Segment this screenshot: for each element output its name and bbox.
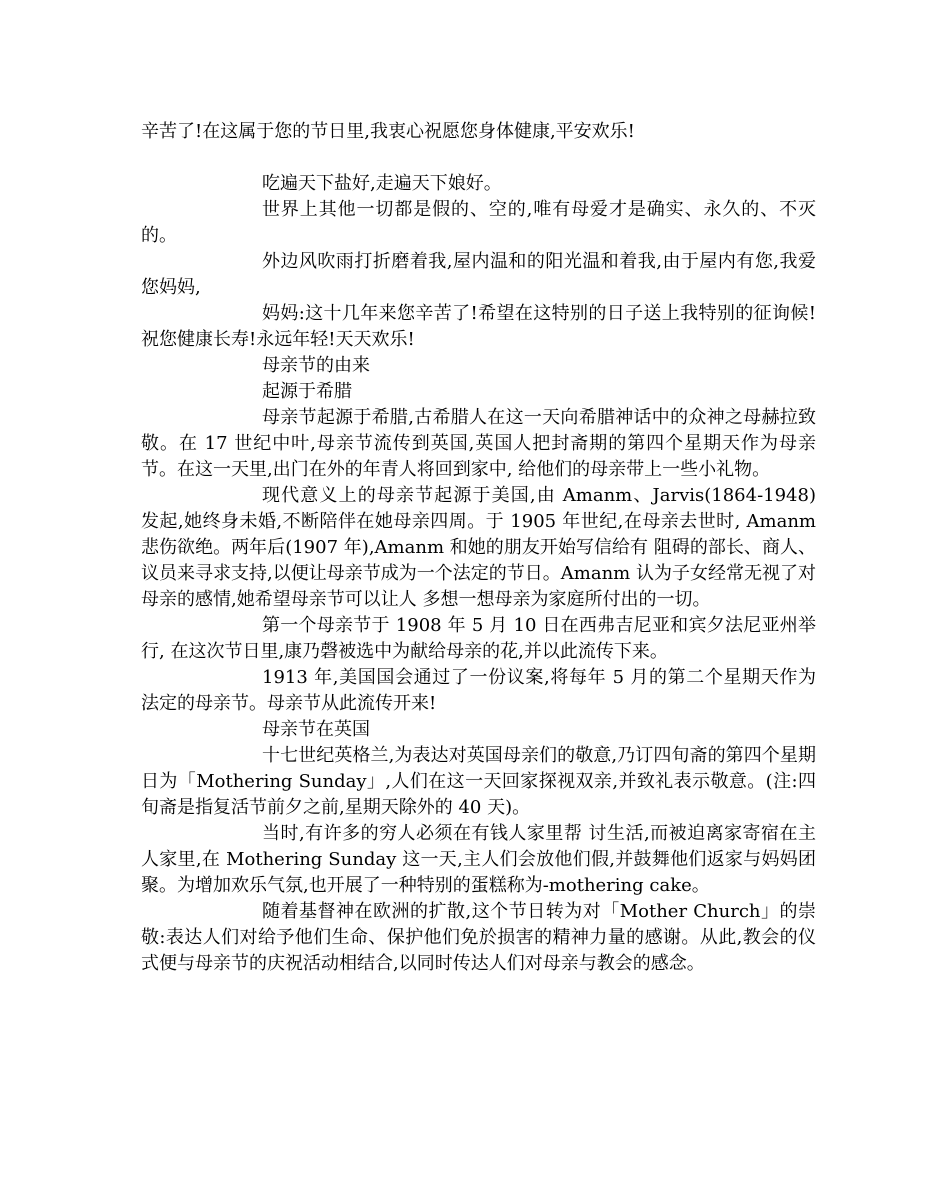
paragraph-mothering-sunday: 十七世纪英格兰,为表达对英国母亲们的敬意,乃订四旬斋的第四个星期日为「Mothering Sunday」,人们在这一天回家探视双亲,并致礼表示敬意。(注:四旬斋是指复活节前夕之前,星期天除外的 40 天)。 <box>141 745 816 818</box>
subheading-england: 母亲节在英国 <box>262 719 370 740</box>
paragraph-greece-origin: 母亲节起源于希腊,古希腊人在这一天向希腊神话中的众神之母赫拉致敬。在 17 世纪中叶,母亲节流传到英国,英国人把封斋期的第四个星期天作为母亲节。在这一天里,出门在外的年青人将回到家中, 给他们的母亲带上一些小礼物。 <box>141 407 816 480</box>
paragraph-servants-holiday: 当时,有许多的穷人必须在有钱人家里帮 讨生活,而被迫离家寄宿在主人家里,在 Mothering Sunday 这一天,主人们会放他们假,并鼓舞他们返家与妈妈团聚。为增加欢乐气氛,也开展了一种特别的蛋糕称为-mothering cake。 <box>141 823 816 896</box>
paragraph-wind-rain: 外边风吹雨打折磨着我,屋内温和的阳光温和着我,由于屋内有您,我爱您妈妈, <box>141 251 816 298</box>
paragraph-usa-origin: 现代意义上的母亲节起源于美国,由 Amanm、Jarvis(1864-1948) 发起,她终身未婚,不断陪伴在她母亲四周。于 1905 年世纪,在母亲去世时, Amanm 悲伤欲绝。两年后(1907 年),Amanm 和她的朋友开始写信给有 阻碍的部长、商人、议员来寻求支持,以便让母亲节成为一个法定的节日。Amanm 认为子女经常无视了对母亲的感情,她希望母亲节可以让人 多想一想母亲为家庭所付出的一切。 <box>141 485 816 610</box>
section-heading-origin: 母亲节的由来 <box>262 355 370 376</box>
document-body <box>141 119 816 977</box>
paragraph-closing-wish: 辛苦了!在这属于您的节日里,我衷心祝愿您身体健康,平安欢乐! <box>141 121 635 142</box>
paragraph-1913-congress: 1913 年,美国国会通过了一份议案,将每年 5 月的第二个星期天作为 法定的母亲节。母亲节从此流传开来! <box>141 667 816 714</box>
subheading-greece: 起源于希腊 <box>262 381 352 402</box>
paragraph-first-mothers-day: 第一个母亲节于 1908 年 5 月 10 日在西弗吉尼亚和宾夕法尼亚州举行, 在这次节日里,康乃磬被选中为献给母亲的花,并以此流传下来。 <box>141 615 816 662</box>
paragraph-mother-love: 世界上其他一切都是假的、空的,唯有母爱才是确实、永久的、不灭的。 <box>141 199 816 246</box>
paragraph-mother-church: 随着基督神在欧洲的扩散,这个节日转为对「Mother Church」的崇敬:表达人们对给予他们生命、保护他们免於损害的精神力量的感谢。从此,教会的仪式便与母亲节的庆祝活动相结合,以同时传达人们对母亲与教会的感念。 <box>141 901 816 974</box>
paragraph-proverb: 吃遍天下盐好,走遍天下娘好。 <box>262 173 502 194</box>
paragraph-greeting: 妈妈:这十几年来您辛苦了!希望在这特别的日子送上我特别的征询候!祝您健康长寿!永远年轻!天天欢乐! <box>141 303 816 350</box>
